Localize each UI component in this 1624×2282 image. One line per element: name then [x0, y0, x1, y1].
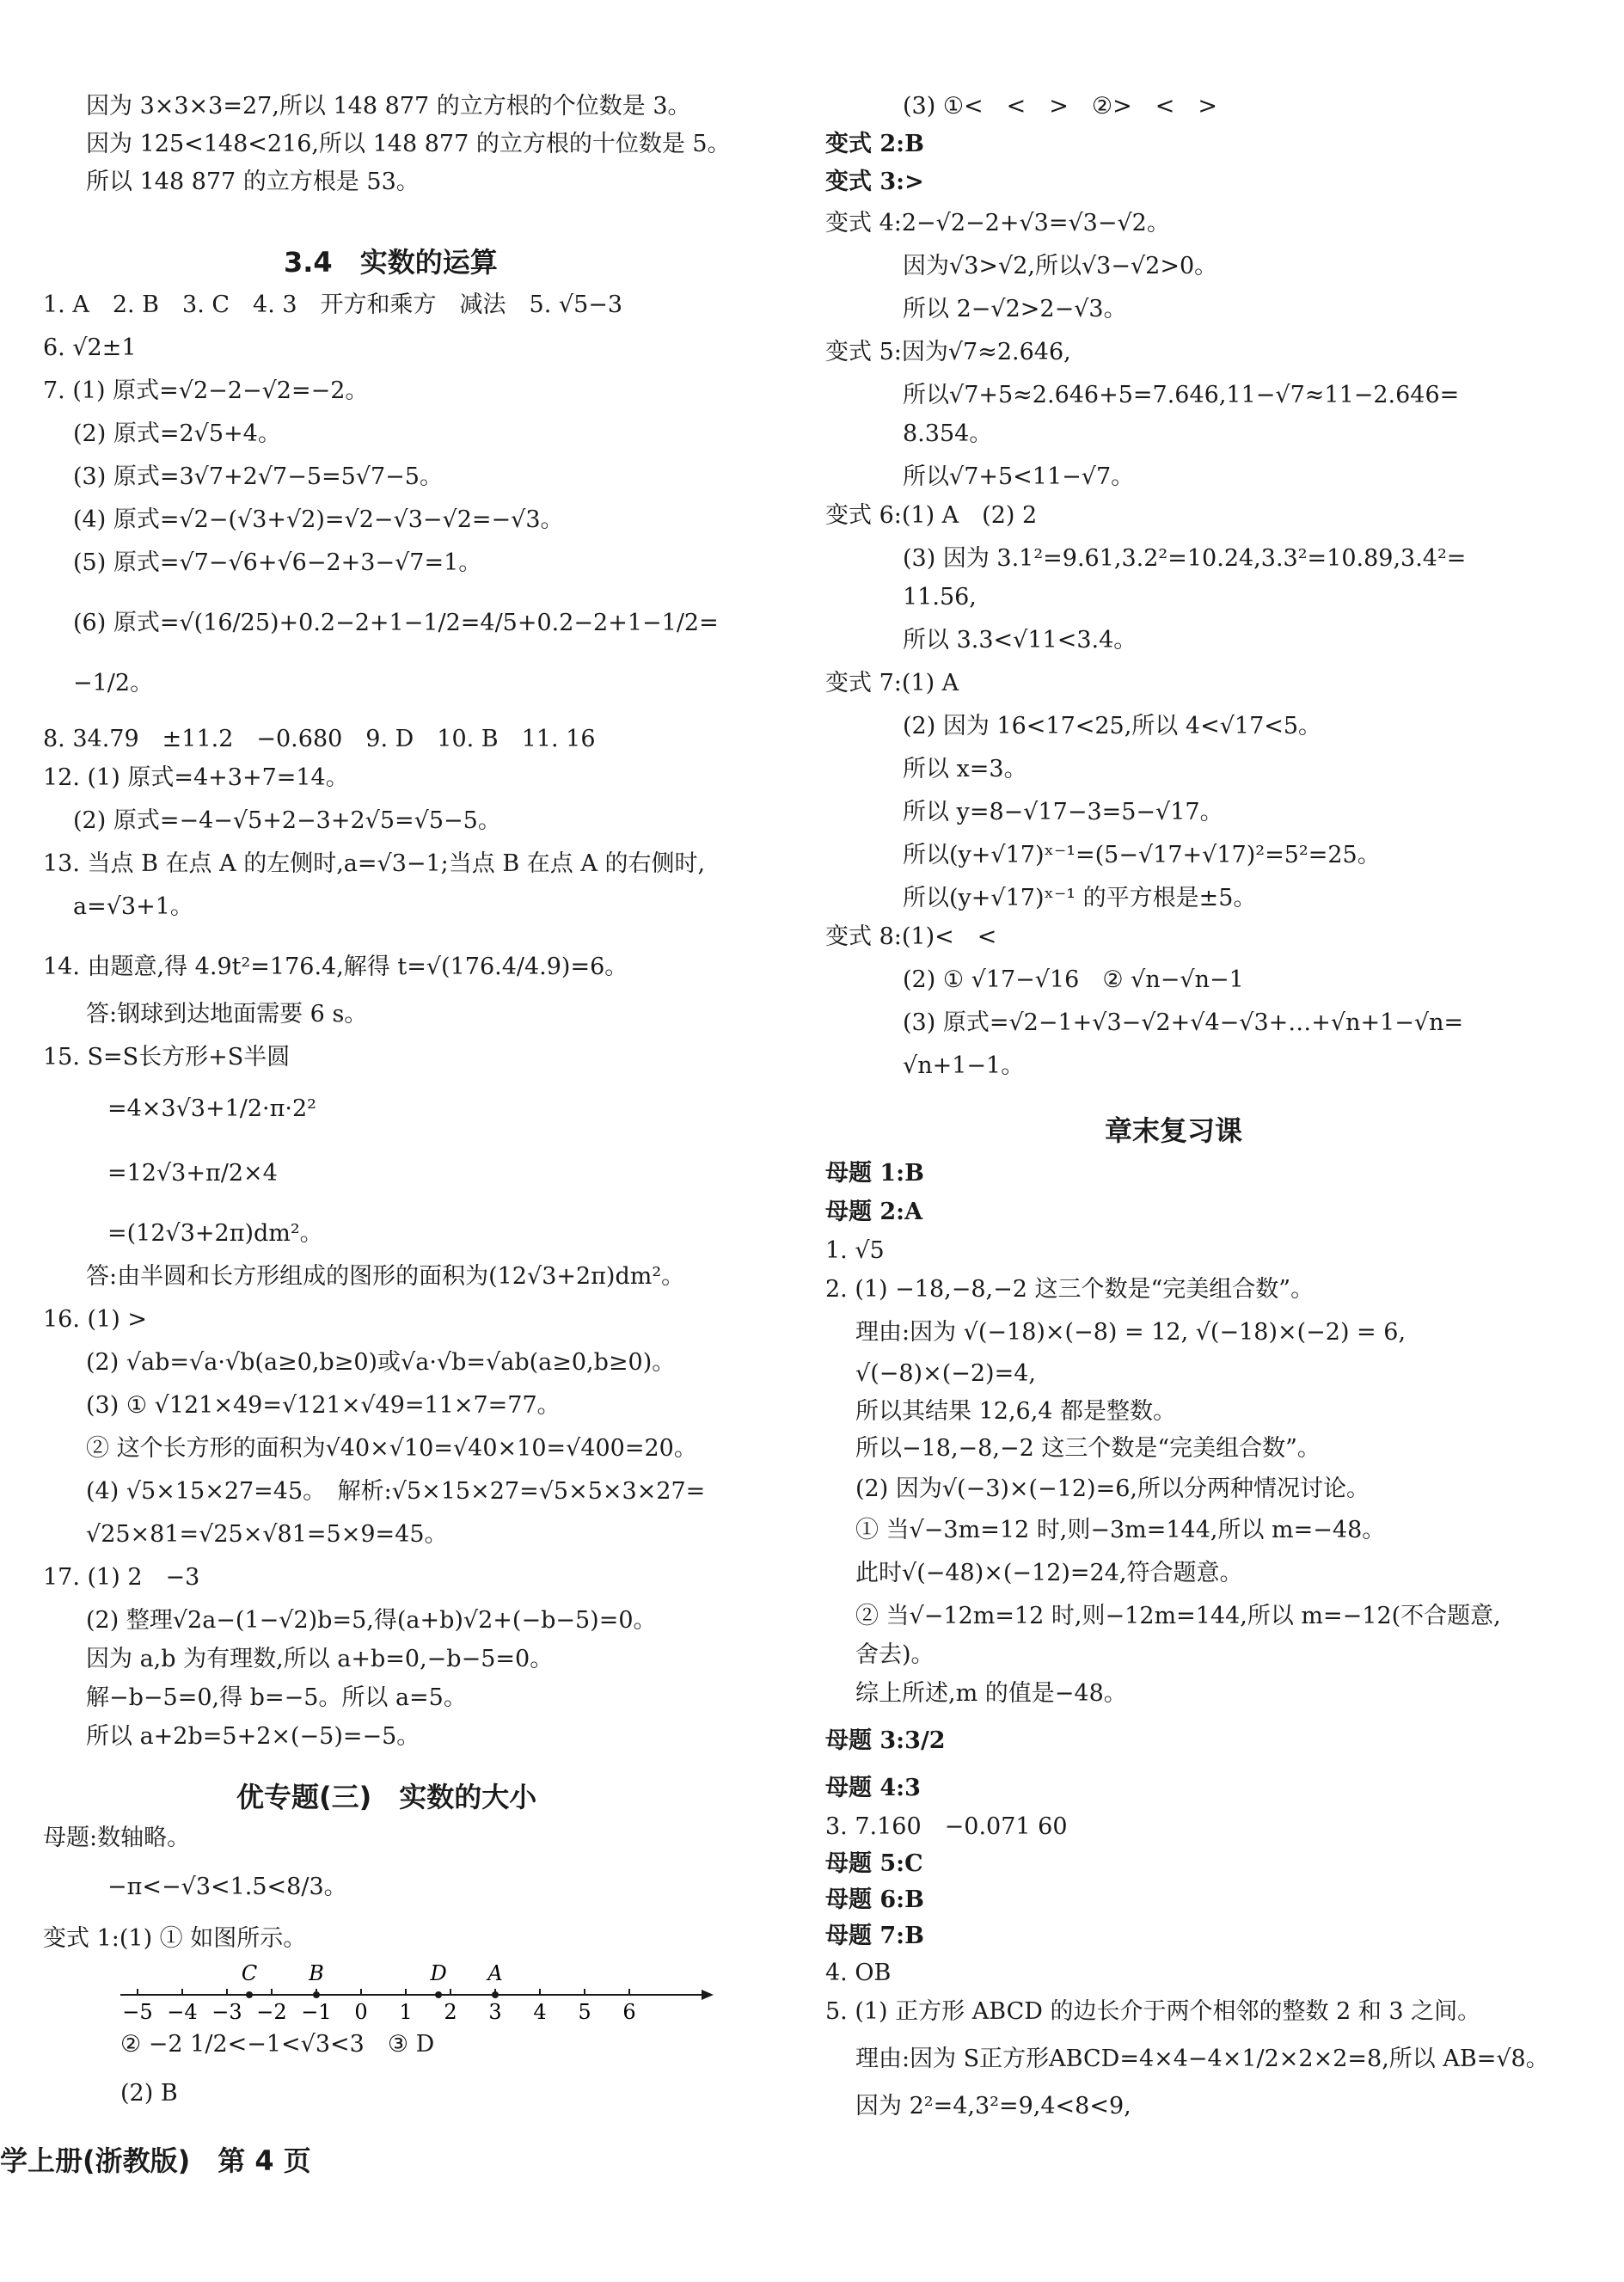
answer-line: 变式 6:(1) A (2) 2 [825, 502, 1038, 529]
answer-line: 母题 3:3/2 [825, 1727, 946, 1754]
answer-line: √(−8)×(−2)=4, [855, 1360, 1036, 1387]
answer-line: (3) 原式=√2−1+√3−√2+√4−√3+…+√n+1−√n= [903, 1009, 1464, 1036]
answer-line: 变式 5:因为√7≈2.646, [825, 339, 1071, 365]
answer-line: 母题 6:B [825, 1886, 924, 1913]
answer-line: 理由:因为 S正方形ABCD=4×4−4×1/2×2×2=8,所以 AB=√8。 [855, 2046, 1549, 2072]
text-line: 所以 148 877 的立方根是 53。 [86, 169, 420, 195]
number-line-tick-label: 6 [622, 2000, 636, 2024]
number-line-point [492, 1991, 499, 1998]
answer-line: 母题 2:A [825, 1199, 923, 1225]
answer-line: (2) 原式=2√5+4。 [73, 420, 281, 447]
answer-line: 所以其结果 12,6,4 都是整数。 [855, 1398, 1177, 1425]
answer-line: 3. 7.160 −0.071 60 [825, 1813, 1068, 1840]
answer-line: (2) ① √17−√16 ② √n−√n−1 [903, 966, 1244, 993]
answer-line: 变式 4:2−√2−2+√3=√3−√2。 [825, 210, 1170, 236]
number-line-tick-label: 0 [354, 2000, 368, 2024]
answer-line: 舍去)。 [855, 1641, 935, 1668]
answer-line: 17. (1) 2 −3 [43, 1564, 200, 1591]
answer-line: 6. √2±1 [43, 334, 137, 361]
answer-line: 4. OB [825, 1960, 892, 1986]
answer-line: 16. (1) > [43, 1306, 147, 1333]
number-line-tick-label: 4 [533, 2000, 547, 2024]
answer-line: (2) 原式=−4−√5+2−3+2√5=√5−5。 [73, 807, 501, 834]
answer-line: ② −2 1/2<−1<√3<3 ③ D [120, 2031, 435, 2058]
number-line-point-label: A [487, 1961, 503, 1985]
answer-line: √n+1−1。 [903, 1052, 1025, 1079]
answer-line: −1/2。 [73, 670, 154, 696]
answer-line: (3) 原式=3√7+2√7−5=5√7−5。 [73, 463, 443, 490]
number-line-point-label: B [309, 1961, 324, 1985]
page-footer: 学上册(浙教版) 第 4 页 [0, 2144, 311, 2177]
answer-line: 所以 x=3。 [903, 756, 1027, 782]
answer-line: 变式 2:B [825, 131, 924, 157]
answer-line: (2) B [120, 2080, 178, 2107]
answer-line: (6) 原式=√(16/25)+0.2−2+1−1/2=4/5+0.2−2+1−1/2= [73, 610, 719, 636]
number-line-tick-label: 1 [399, 2000, 413, 2024]
answer-line: 母题 7:B [825, 1923, 924, 1949]
answer-line: 因为 2²=4,3²=9,4<8<9, [855, 2093, 1131, 2119]
answer-line: 此时√(−48)×(−12)=24,符合题意。 [855, 1560, 1243, 1586]
answer-line: 解−b−5=0,得 b=−5。所以 a=5。 [86, 1684, 467, 1711]
number-line-point [313, 1991, 320, 1998]
answer-line: 因为√3>√2,所以√3−√2>0。 [903, 253, 1218, 279]
number-line-point-label: C [241, 1961, 258, 1985]
answer-line: 12. (1) 原式=4+3+7=14。 [43, 764, 349, 791]
answer-line: 母题 1:B [825, 1160, 924, 1187]
answer-line: 母题 4:3 [825, 1775, 921, 1801]
section-heading: 章末复习课 [1105, 1114, 1243, 1147]
answer-line: 所以 3.3<√11<3.4。 [903, 627, 1137, 653]
number-line-tick-label: −1 [301, 2000, 332, 2024]
number-line-tick-label: −5 [122, 2000, 153, 2024]
number-line-tick-label: 5 [578, 2000, 591, 2024]
answer-line: 变式 3:> [825, 169, 924, 195]
answer-line: 所以(y+√17)ˣ⁻¹=(5−√17+√17)²=5²=25。 [903, 842, 1381, 868]
answer-line: 11.56, [903, 584, 977, 610]
number-line-tick-label: −4 [167, 2000, 198, 2024]
answer-line: (2) 因为√(−3)×(−12)=6,所以分两种情况讨论。 [855, 1475, 1370, 1502]
answer-line: 理由:因为 √(−18)×(−8) = 12, √(−18)×(−2) = 6, [855, 1319, 1406, 1346]
answer-line: 1. A 2. B 3. C 4. 3 开方和乘方 减法 5. √5−3 [43, 291, 623, 318]
section-heading: 优专题(三) 实数的大小 [236, 1781, 537, 1813]
answer-line: 2. (1) −18,−8,−2 这三个数是“完美组合数”。 [825, 1276, 1315, 1303]
answer-line: a=√3+1。 [73, 893, 193, 920]
answer-line: 15. S=S长方形+S半圆 [43, 1044, 291, 1070]
answer-line: ② 当√−12m=12 时,则−12m=144,所以 m=−12(不合题意, [855, 1603, 1501, 1629]
answer-line: ② 这个长方形的面积为√40×√10=√40×10=√400=20。 [86, 1435, 697, 1462]
answer-line: =12√3+π/2×4 [107, 1160, 278, 1187]
answer-line: 8.354。 [903, 420, 993, 447]
answer-line: (2) 整理√2a−(1−√2)b=5,得(a+b)√2+(−b−5)=0。 [86, 1607, 657, 1634]
answer-line: (2) √ab=√a·√b(a≥0,b≥0)或√a·√b=√ab(a≥0,b≥0)。 [86, 1349, 676, 1376]
answer-line: 变式 7:(1) A [825, 670, 959, 696]
answer-line: 所以√7+5≈2.646+5=7.646,11−√7≈11−2.646= [903, 382, 1460, 408]
answer-line: 所以√7+5<11−√7。 [903, 463, 1135, 490]
answer-line: −π<−√3<1.5<8/3。 [107, 1874, 347, 1900]
answer-line: 答:钢球到达地面需要 6 s。 [86, 1001, 368, 1028]
answer-line: 所以 2−√2>2−√3。 [903, 296, 1127, 322]
answer-line: 所以 y=8−√17−3=5−√17。 [903, 799, 1223, 825]
number-line-figure [120, 1956, 722, 2025]
answer-line: 所以−18,−8,−2 这三个数是“完美组合数”。 [855, 1435, 1321, 1462]
answer-line: (5) 原式=√7−√6+√6−2+3−√7=1。 [73, 549, 482, 576]
answer-line: (4) √5×15×27=45。 解析:√5×15×27=√5×5×3×27= [86, 1478, 706, 1505]
answer-line: 变式 1:(1) ① 如图所示。 [43, 1925, 307, 1952]
text-line: 因为 3×3×3=27,所以 148 877 的立方根的个位数是 3。 [86, 93, 691, 120]
answer-line: 1. √5 [825, 1237, 885, 1264]
answer-line: (3) ①< < > ②> < > [903, 93, 1217, 120]
number-line-tick-label: −3 [211, 2000, 242, 2024]
answer-line: 所以 a+2b=5+2×(−5)=−5。 [86, 1723, 420, 1750]
answer-line: 变式 8:(1)< < [825, 923, 997, 950]
answer-line: (2) 因为 16<17<25,所以 4<√17<5。 [903, 713, 1322, 739]
number-line-tick-label: 2 [444, 2000, 457, 2024]
answer-line: 所以(y+√17)ˣ⁻¹ 的平方根是±5。 [903, 885, 1257, 911]
answer-line: (3) 因为 3.1²=9.61,3.2²=10.24,3.3²=10.89,3.4²= [903, 545, 1467, 572]
section-heading: 3.4 实数的运算 [284, 246, 498, 279]
answer-line: (4) 原式=√2−(√3+√2)=√2−√3−√2=−√3。 [73, 506, 564, 533]
answer-line: =4×3√3+1/2·π·2² [107, 1095, 316, 1122]
answer-line: 8. 34.79 ±11.2 −0.680 9. D 10. B 11. 16 [43, 726, 596, 752]
number-line-arrow [702, 1990, 714, 2000]
answer-line: (3) ① √121×49=√121×√49=11×7=77。 [86, 1392, 561, 1419]
answer-line: 13. 当点 B 在点 A 的左侧时,a=√3−1;当点 B 在点 A 的右侧时, [43, 850, 706, 877]
answer-line: 母题:数轴略。 [43, 1825, 191, 1851]
answer-line: √25×81=√25×√81=5×9=45。 [86, 1521, 448, 1548]
text-line: 因为 125<148<216,所以 148 877 的立方根的十位数是 5。 [86, 131, 731, 157]
number-line-point [435, 1991, 442, 1998]
number-line-point [246, 1991, 253, 1998]
answer-line: 答:由半圆和长方形组成的图形的面积为(12√3+2π)dm²。 [86, 1263, 685, 1290]
answer-line: 5. (1) 正方形 ABCD 的边长介于两个相邻的整数 2 和 3 之间。 [825, 1998, 1481, 2025]
answer-line: 因为 a,b 为有理数,所以 a+b=0,−b−5=0。 [86, 1646, 554, 1672]
answer-line: ① 当√−3m=12 时,则−3m=144,所以 m=−48。 [855, 1517, 1386, 1543]
answer-line: 7. (1) 原式=√2−2−√2=−2。 [43, 377, 369, 404]
answer-line: =(12√3+2π)dm²。 [107, 1220, 323, 1247]
answer-line: 综上所述,m 的值是−48。 [855, 1680, 1127, 1707]
number-line-point-label: D [430, 1961, 447, 1985]
answer-line: 母题 5:C [825, 1850, 923, 1877]
number-line-tick-label: 3 [488, 2000, 502, 2024]
number-line-tick-label: −2 [256, 2000, 287, 2024]
answer-line: 14. 由题意,得 4.9t²=176.4,解得 t=√(176.4/4.9)=6。 [43, 954, 628, 980]
